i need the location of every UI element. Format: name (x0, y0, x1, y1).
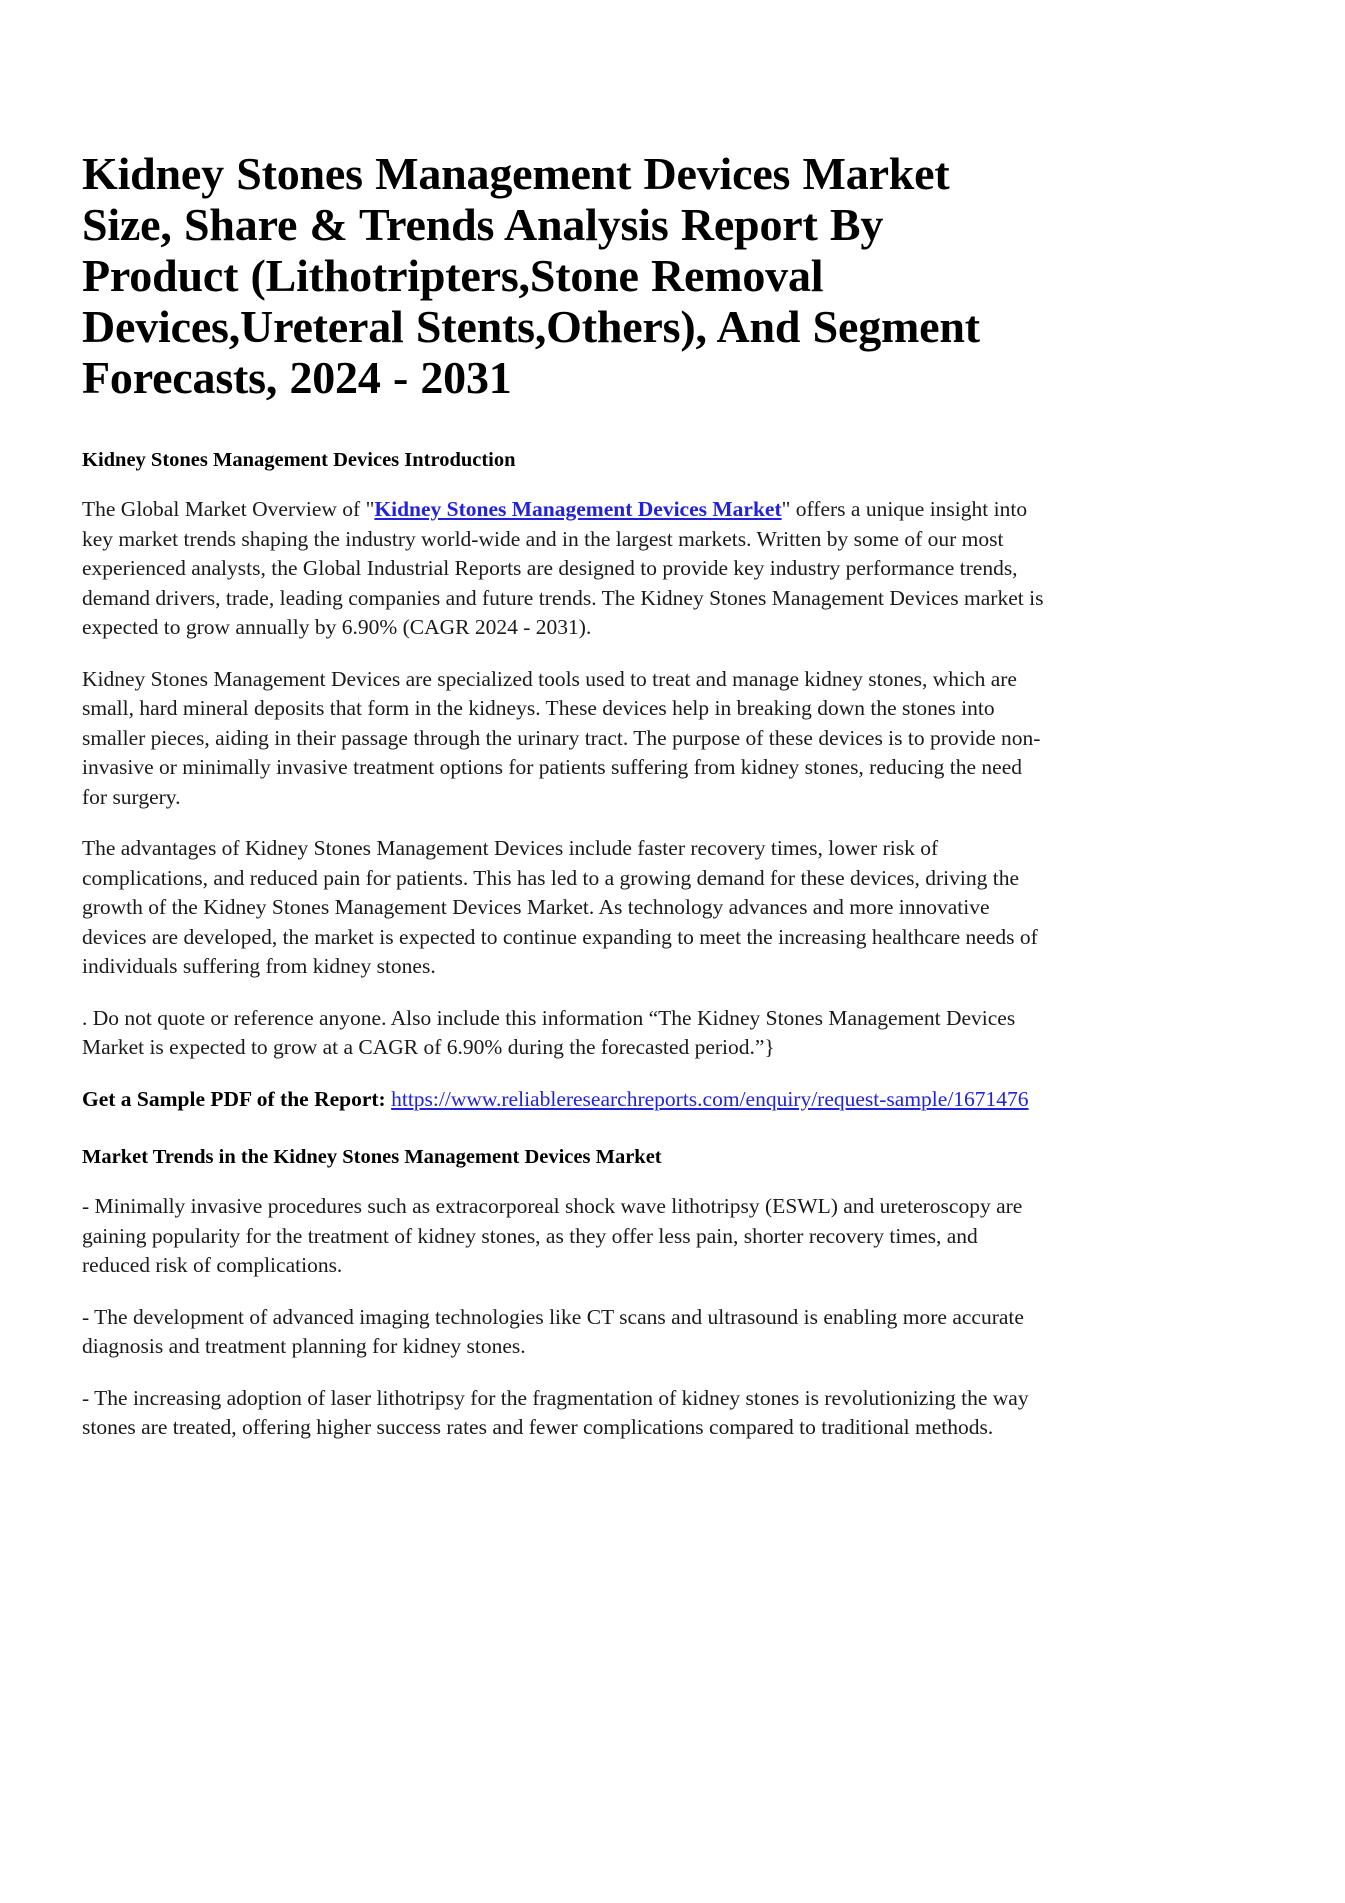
intro-paragraph-suffix: " offers a unique insight into key market trends shaping the industry world-wide and in the largest markets. Written by some of our most experienced analysts, the Global Industrial Reports are designed to provide key industry performance trends, demand drivers, trade, leading companies and future trends. The Kidney Stones Management Devices market is expected to grow annually by 6.90% (CAGR 2024 - 2031). (82, 497, 1044, 639)
intro-paragraph-prefix: The Global Market Overview of " (82, 497, 375, 521)
introduction-heading: Kidney Stones Management Devices Introduction (82, 449, 516, 471)
sample-pdf-line (82, 1085, 1050, 1115)
market-trends-heading: Market Trends in the Kidney Stones Management Devices Market (82, 1146, 662, 1168)
note-paragraph: . Do not quote or reference anyone. Also include this information “The Kidney Stones Management Devices Market is expected to grow at a CAGR of 6.90% during the forecasted period.”} (82, 1005, 1016, 1059)
page-title: Kidney Stones Management Devices Market Size, Share & Trends Analysis Report By Product (Lithotripters,Stone Removal Devices,Ureteral Stents,Others), And Segment Forecasts, 2024 - 2031 (82, 148, 980, 403)
intro-paragraph (82, 495, 1050, 643)
trend-item: - Minimally invasive procedures such as extracorporeal shock wave lithotripsy (ESWL) and ureteroscopy are gaining popularity for the treatment of kidney stones, as they offer less pain, shorter recovery times, and reduced risk of complications. (82, 1194, 1023, 1277)
trend-item: - The development of advanced imaging technologies like CT scans and ultrasound is enabling more accurate diagnosis and treatment planning for kidney stones. (82, 1304, 1024, 1358)
advantages-paragraph: The advantages of Kidney Stones Management Devices include faster recovery times, lower risk of complications, and reduced pain for patients. This has led to a growing demand for these devices, driving the growth of the Kidney Stones Management Devices Market. As technology advances and more innovative devices are developed, the market is expected to continue expanding to meet the increasing healthcare needs of individuals suffering from kidney stones. (82, 836, 1038, 978)
trend-item: - The increasing adoption of laser lithotripsy for the fragmentation of kidney stones is revolutionizing the way stones are treated, offering higher success rates and fewer complications compared to traditional methods. (82, 1385, 1029, 1439)
market-report-link[interactable]: Kidney Stones Management Devices Market (374, 497, 782, 521)
sample-pdf-link[interactable]: https://www.reliableresearchreports.com/enquiry/request-sample/1671476 (391, 1086, 1029, 1111)
description-paragraph: Kidney Stones Management Devices are specialized tools used to treat and manage kidney stones, which are small, hard mineral deposits that form in the kidneys. These devices help in breaking down the stones into smaller pieces, aiding in their passage through the urinary tract. The purpose of these devices is to provide non-invasive or minimally invasive treatment options for patients suffering from kidney stones, reducing the need for surgery. (82, 666, 1041, 809)
sample-pdf-label: Get a Sample PDF of the Report: (82, 1086, 386, 1111)
